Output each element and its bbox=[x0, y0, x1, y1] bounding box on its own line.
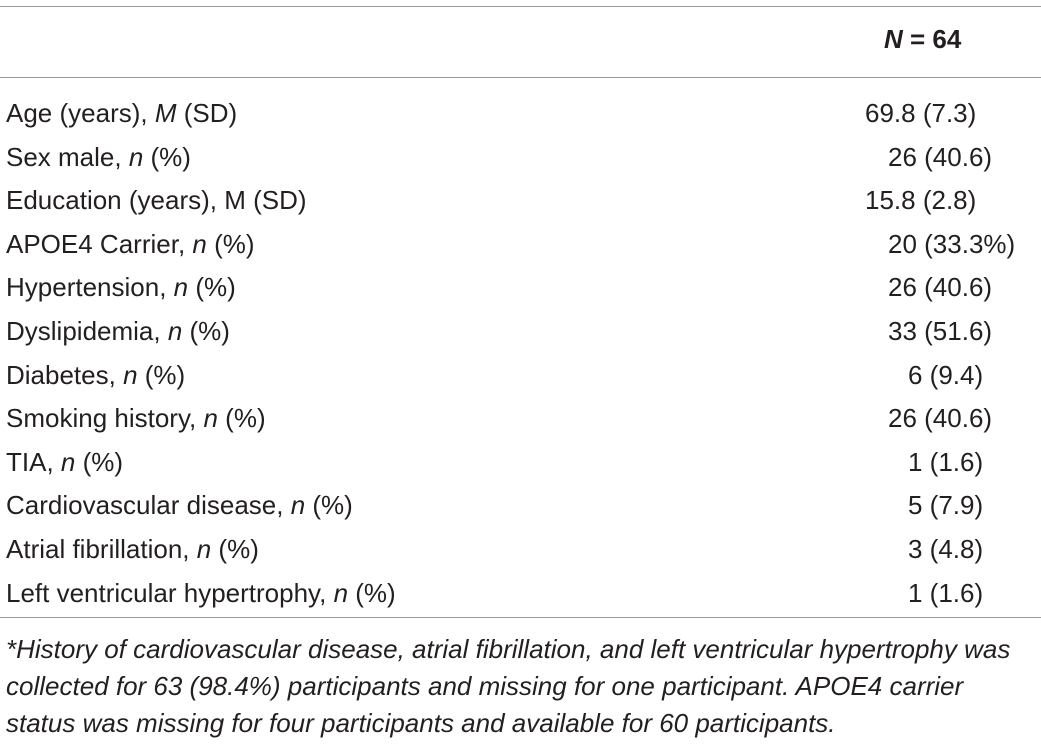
table-top-rule bbox=[0, 6, 1041, 7]
row-value: 1 (1.6) bbox=[908, 446, 984, 477]
table-footnote: *History of cardiovascular disease, atrial fibrillation, and left ventricular hypertrophy was collected for 63 (98.4%) participants and missing for one participant. APOE4 carrier status was missing for four participants and available for 60 participants. bbox=[6, 634, 1011, 738]
table-row bbox=[0, 441, 1041, 485]
table-row bbox=[0, 266, 1041, 310]
row-label: Smoking history, n (%) bbox=[6, 403, 266, 434]
table-row bbox=[0, 223, 1041, 267]
row-value: 3 (4.8) bbox=[908, 533, 984, 564]
table-row bbox=[0, 310, 1041, 354]
row-value: 5 (7.9) bbox=[908, 490, 984, 521]
table-body bbox=[0, 92, 1041, 615]
row-label: Atrial fibrillation, n (%) bbox=[6, 533, 259, 564]
table-row bbox=[0, 136, 1041, 180]
row-value: 26 (40.6) bbox=[888, 272, 993, 303]
row-value: 33 (51.6) bbox=[888, 315, 993, 346]
row-value: 15.8 (2.8) bbox=[865, 185, 977, 216]
table-row bbox=[0, 528, 1041, 572]
row-label: TIA, n (%) bbox=[6, 446, 124, 477]
row-label: Hypertension, n (%) bbox=[6, 272, 236, 303]
row-label: Left ventricular hypertrophy, n (%) bbox=[6, 577, 396, 608]
table-bottom-rule bbox=[0, 617, 1041, 618]
column-header-n bbox=[884, 24, 961, 55]
row-label: Diabetes, n (%) bbox=[6, 359, 186, 390]
row-value: 26 (40.6) bbox=[888, 403, 993, 434]
table-row bbox=[0, 397, 1041, 441]
row-label: Sex male, n (%) bbox=[6, 141, 191, 172]
row-value: 20 (33.3%) bbox=[888, 228, 1016, 259]
n-value: = 64 bbox=[910, 24, 962, 54]
table-row bbox=[0, 484, 1041, 528]
row-label: Age (years), M (SD) bbox=[6, 98, 238, 128]
row-value: 6 (9.4) bbox=[908, 359, 984, 390]
table-row bbox=[0, 354, 1041, 398]
row-label: Education (years), M (SD) bbox=[6, 185, 307, 216]
row-label: APOE4 Carrier, n (%) bbox=[6, 228, 255, 259]
header-rule bbox=[0, 77, 1041, 78]
n-symbol: N bbox=[884, 24, 903, 54]
table-row bbox=[0, 179, 1041, 223]
row-value: 1 (1.6) bbox=[908, 577, 984, 608]
table-row bbox=[0, 92, 1041, 136]
row-value: 26 (40.6) bbox=[888, 141, 993, 172]
row-label: Dyslipidemia, n (%) bbox=[6, 315, 230, 346]
row-value: 69.8 (7.3) bbox=[865, 98, 977, 128]
row-label: Cardiovascular disease, n (%) bbox=[6, 490, 353, 521]
table-row bbox=[0, 572, 1041, 616]
